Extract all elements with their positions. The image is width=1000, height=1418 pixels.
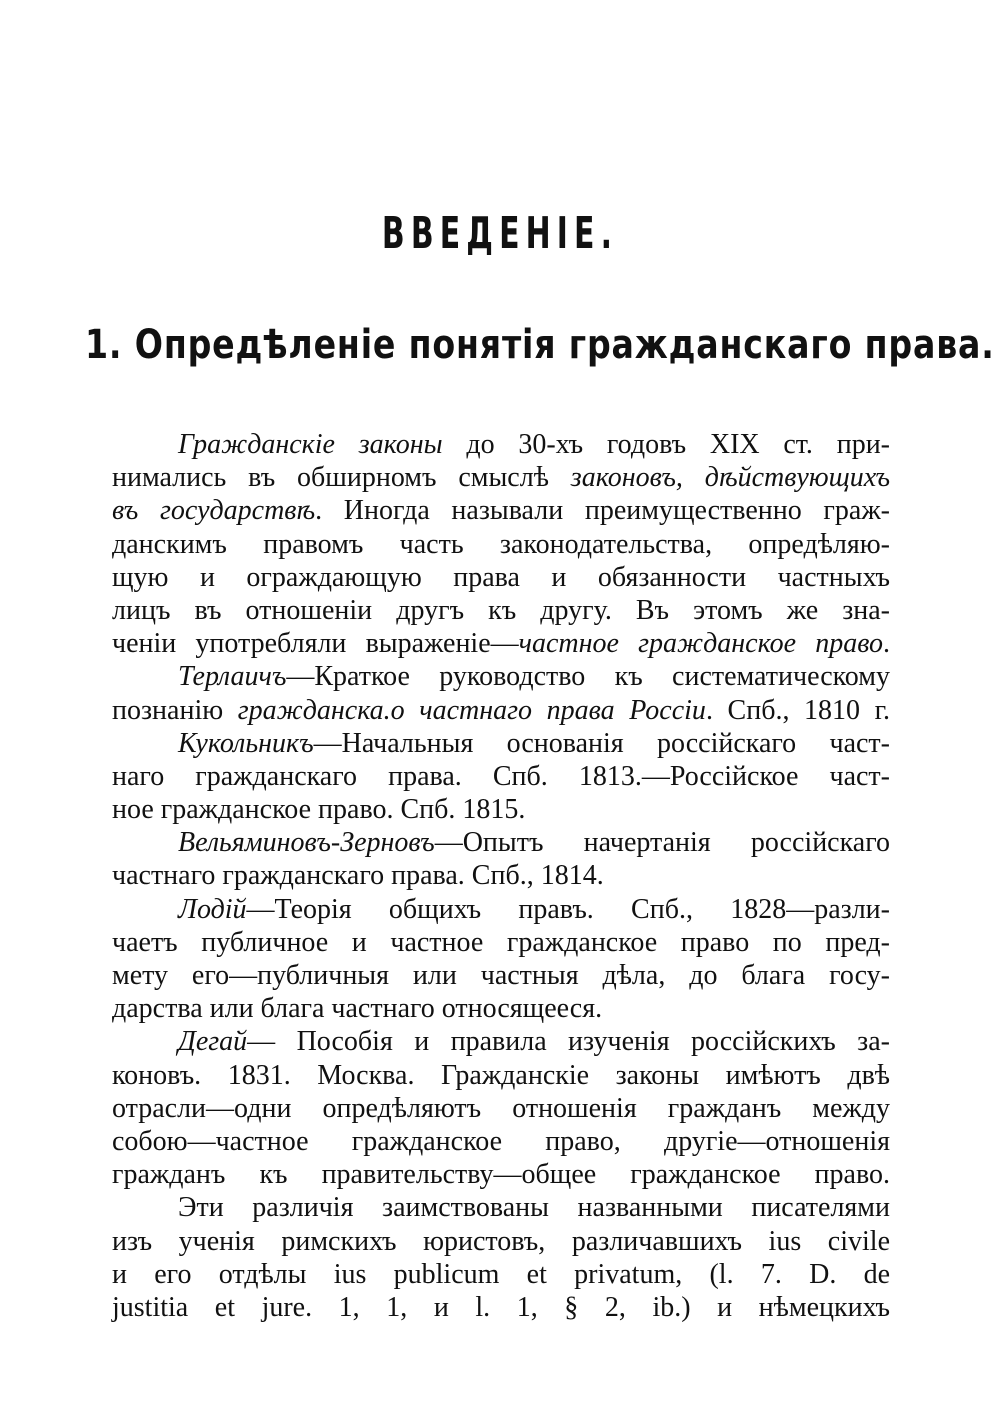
text-run: . Спб., 1810 г.: [705, 694, 890, 726]
text-line: [112, 561, 890, 594]
text-run: Эти различія заимствованы названными писателями: [178, 1192, 890, 1224]
text-run: . Иногда называли преимущественно граж-: [315, 495, 890, 527]
text-line: [112, 959, 890, 992]
text-line: [112, 428, 890, 461]
text-line: [112, 1092, 890, 1125]
text-line: [112, 461, 890, 494]
italic-text: въ государствѣ: [112, 495, 316, 527]
text-line: [112, 992, 890, 1025]
text-run: мету его—публичныя или частныя дѣла, до блага госу-: [112, 960, 890, 991]
italic-text: Гражданскіе законы: [178, 429, 443, 460]
text-run: —Опытъ начертанія россійскаго: [434, 827, 890, 859]
text-line: [112, 660, 890, 693]
text-run: наго гражданскаго права. Спб. 1813.—Россійское част-: [112, 760, 890, 792]
text-run: щую и ограждающую права и обязанности частныхъ: [112, 561, 890, 593]
text-line: [112, 926, 890, 959]
text-run: .: [883, 628, 890, 660]
text-run: частнаго гражданскаго права. Спб., 1814.: [112, 860, 604, 892]
italic-text: гражданска.о частнаго права Россіи: [237, 694, 706, 726]
text-line: [112, 893, 890, 926]
text-run: —Начальныя основанія россійскаго част-: [313, 727, 890, 759]
text-run: лицъ въ отношеніи другъ къ другу. Въ этомъ же зна-: [112, 594, 890, 626]
text-line: [112, 1225, 890, 1258]
text-line: [112, 627, 890, 660]
text-run: собою—частное гражданское право, другіе—отношенія: [112, 1125, 890, 1157]
text-line: [112, 826, 890, 859]
text-line: [112, 1191, 890, 1224]
italic-text: Вельяминовъ-Зерновъ: [178, 827, 435, 859]
italic-text: Терлаичъ: [178, 661, 287, 693]
text-run: —Краткое руководство къ систематическому: [286, 661, 890, 693]
text-run: —Теорія общихъ правъ. Спб., 1828—разли-: [246, 893, 890, 925]
text-run: дарства или блага частнаго относящееся.: [112, 993, 603, 1025]
text-run: изъ ученія римскихъ юристовъ, различавшихъ ius civile: [112, 1225, 890, 1257]
text-line: [112, 1059, 890, 1092]
text-line: [112, 760, 890, 793]
text-run: чаетъ публичное и частное гражданское право по пред-: [112, 926, 890, 958]
italic-text: законовъ, дѣйствующихъ: [570, 462, 890, 494]
italic-text: Дегай: [178, 1026, 248, 1058]
text-run: отрасли—одни опредѣляютъ отношенія гражданъ между: [112, 1092, 890, 1124]
page-heading: ВВЕДЕНІЕ.: [381, 208, 619, 259]
text-run: — Пособія и правила изученія россійскихъ за-: [247, 1026, 890, 1058]
text-line: [112, 1258, 890, 1291]
text-line: [112, 494, 890, 527]
italic-text: Лодій: [178, 893, 247, 925]
text-line: [112, 793, 890, 826]
body-text: [112, 428, 890, 1324]
text-run: гражданъ къ правительству—общее гражданское право.: [112, 1159, 890, 1191]
text-run: данскимъ правомъ часть законодательства, опредѣляю-: [112, 528, 890, 560]
text-line: [112, 1291, 890, 1324]
section-title: 1. Опредѣленіе понятія гражданскаго права.: [85, 322, 995, 368]
text-run: познанію: [112, 694, 238, 726]
text-line: [112, 1025, 890, 1058]
text-run: до 30-хъ годовъ XIX ст. при-: [442, 429, 890, 460]
text-run: и его отдѣлы ius publicum et privatum, (l. 7. D. de: [112, 1258, 890, 1290]
italic-text: частное гражданское право: [518, 628, 883, 660]
text-run: коновъ. 1831. Москва. Гражданскіе законы имѣютъ двѣ: [112, 1059, 890, 1091]
italic-text: Кукольникъ: [178, 727, 314, 759]
text-line: [112, 1125, 890, 1158]
text-line: [112, 727, 890, 760]
text-run: ное гражданское право. Спб. 1815.: [112, 794, 526, 826]
text-line: [112, 528, 890, 561]
text-run: ченіи употребляли выраженіе—: [112, 628, 519, 660]
text-run: justitia et jure. 1, 1, и l. 1, § 2, ib.) и нѣмецкихъ: [112, 1291, 890, 1323]
text-run: нимались въ обширномъ смыслѣ: [112, 462, 571, 494]
text-line: [112, 1158, 890, 1191]
text-line: [112, 594, 890, 627]
text-line: [112, 859, 890, 892]
text-line: [112, 694, 890, 727]
